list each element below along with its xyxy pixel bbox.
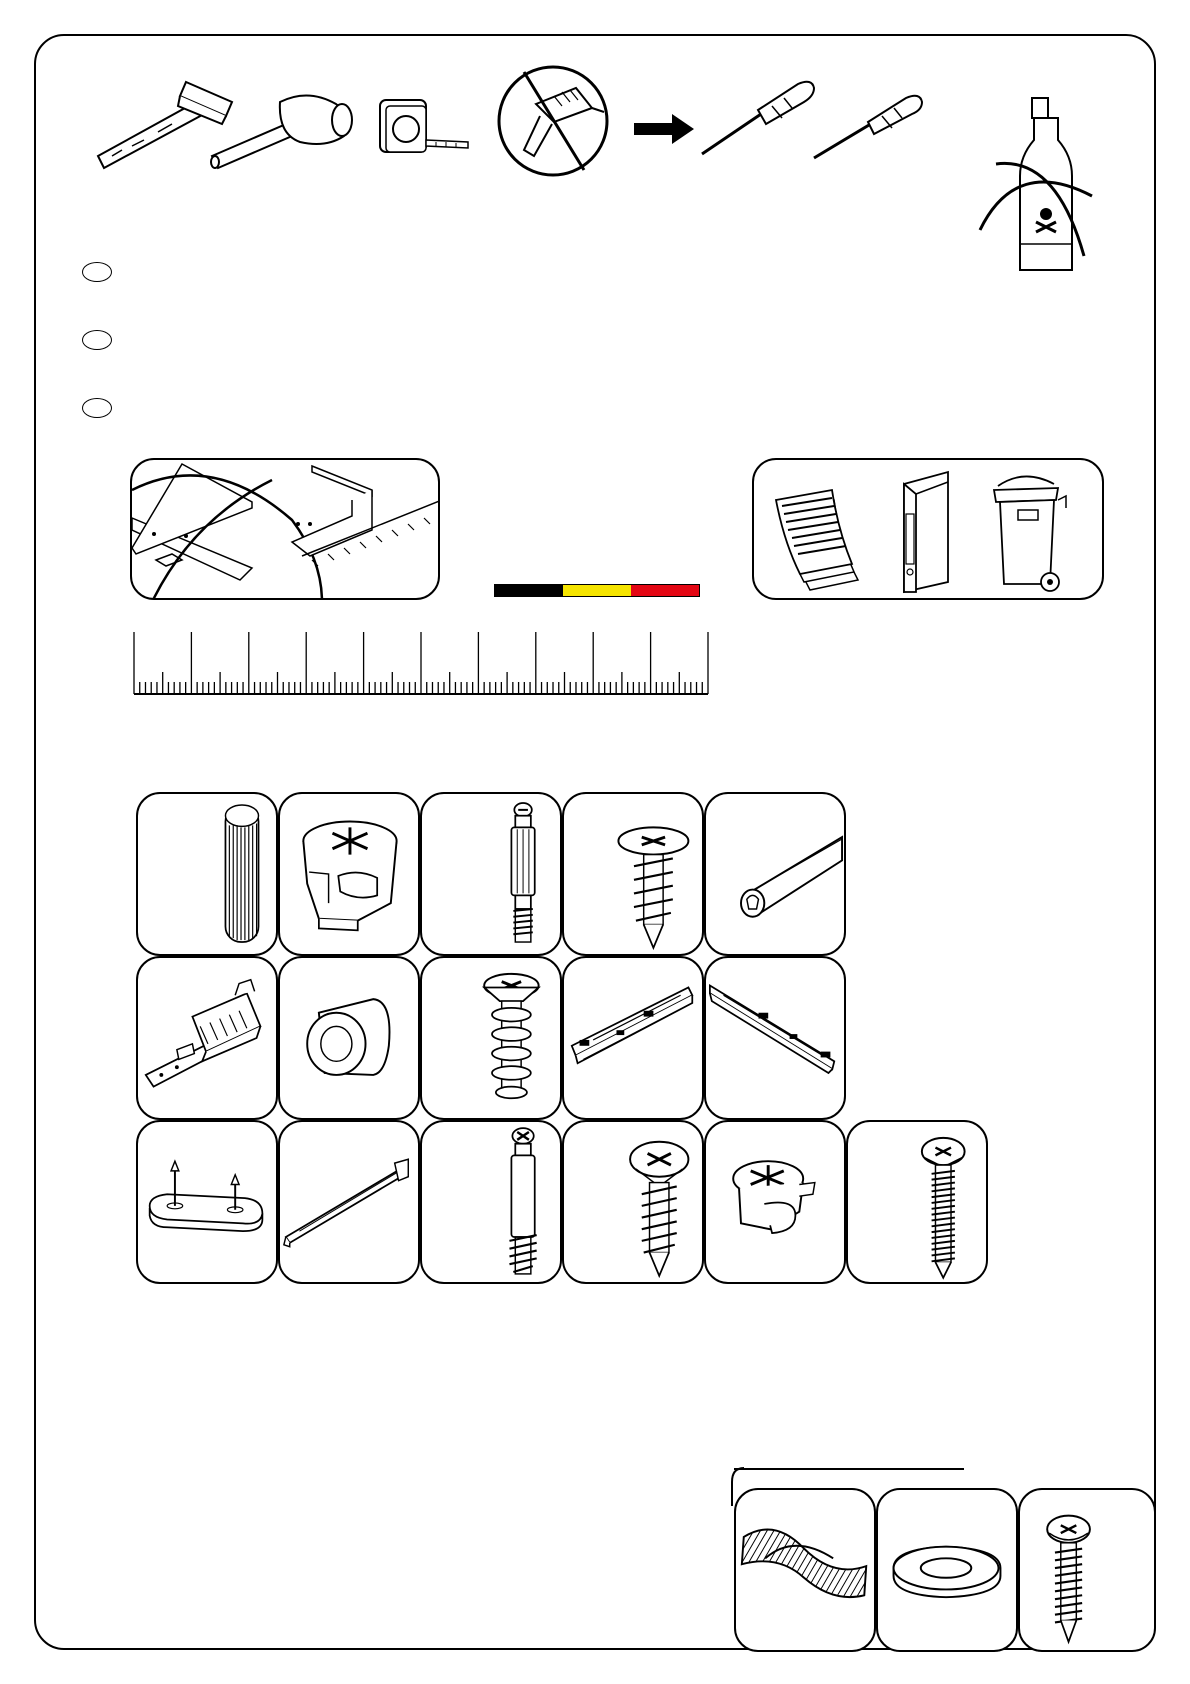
tape-measure-icon [376, 96, 470, 158]
pan-head-screw-icon [1020, 1490, 1154, 1650]
flag-stripe-black [495, 585, 563, 596]
countersunk-screw-icon [564, 1122, 702, 1282]
hinge-icon [138, 958, 276, 1118]
protect-surface-panel [130, 458, 440, 600]
hardware-cell-rail-tube [704, 792, 846, 956]
extra-cell-washer [876, 1488, 1018, 1652]
hardware-cell-glide-cap [278, 956, 420, 1120]
arrow-right-icon [632, 114, 696, 144]
keep-instructions-panel [752, 458, 1104, 600]
flange-screw-icon [564, 794, 702, 954]
ruler-icon [132, 630, 710, 696]
wooden-dowel-icon [138, 794, 276, 954]
long-cam-bolt-icon [422, 1122, 560, 1282]
phillips-screwdriver-icon [700, 80, 816, 158]
language-mark-3 [82, 398, 112, 418]
washer-icon [878, 1490, 1016, 1650]
hardware-cell-drawer-runner-left [562, 956, 704, 1120]
no-drill-icon [496, 64, 610, 178]
flag-stripes [494, 584, 700, 597]
no-chemicals-icon [976, 96, 1096, 274]
binder-icon [904, 472, 948, 592]
extra-cell-pan-head-screw [1018, 1488, 1156, 1652]
strap-icon [736, 1490, 874, 1650]
hardware-cell-nail-glide [136, 1120, 278, 1284]
hardware-cell-hinge [136, 956, 278, 1120]
rod-bracket-icon [280, 1122, 418, 1282]
hardware-cell-flange-screw [562, 792, 704, 956]
flag-stripe-red [631, 585, 699, 596]
documents-icon [776, 490, 858, 590]
rail-tube-icon [706, 794, 844, 954]
extra-parts-bracket-line [734, 1466, 966, 1472]
hardware-cell-countersunk-screw [562, 1120, 704, 1284]
recycle-bin-icon [994, 476, 1066, 591]
small-cam-lock-icon [706, 1122, 844, 1282]
hardware-cell-cam-lock [278, 792, 420, 956]
plastic-anchor-icon [422, 958, 560, 1118]
extra-cell-strap [734, 1488, 876, 1652]
hardware-cell-cam-bolt [420, 792, 562, 956]
hardware-cell-long-wood-screw [846, 1120, 988, 1284]
mallet-icon [208, 84, 360, 174]
cam-bolt-icon [422, 794, 560, 954]
hardware-cell-drawer-runner-right [704, 956, 846, 1120]
hardware-cell-plastic-anchor [420, 956, 562, 1120]
drawer-runner-right-icon [706, 958, 844, 1118]
hardware-cell-rod-bracket [278, 1120, 420, 1284]
flag-stripe-yellow [563, 585, 631, 596]
language-mark-1 [82, 262, 112, 282]
hardware-cell-long-cam-bolt [420, 1120, 562, 1284]
cam-lock-icon [280, 794, 418, 954]
flat-screwdriver-icon [812, 92, 924, 162]
board-on-carpet-icon [132, 460, 440, 600]
nail-glide-icon [138, 1122, 276, 1282]
long-wood-screw-icon [848, 1122, 986, 1282]
glide-cap-icon [280, 958, 418, 1118]
hardware-cell-small-cam-lock [704, 1120, 846, 1284]
drawer-runner-left-icon [564, 958, 702, 1118]
hardware-cell-dowel [136, 792, 278, 956]
language-mark-2 [82, 330, 112, 350]
